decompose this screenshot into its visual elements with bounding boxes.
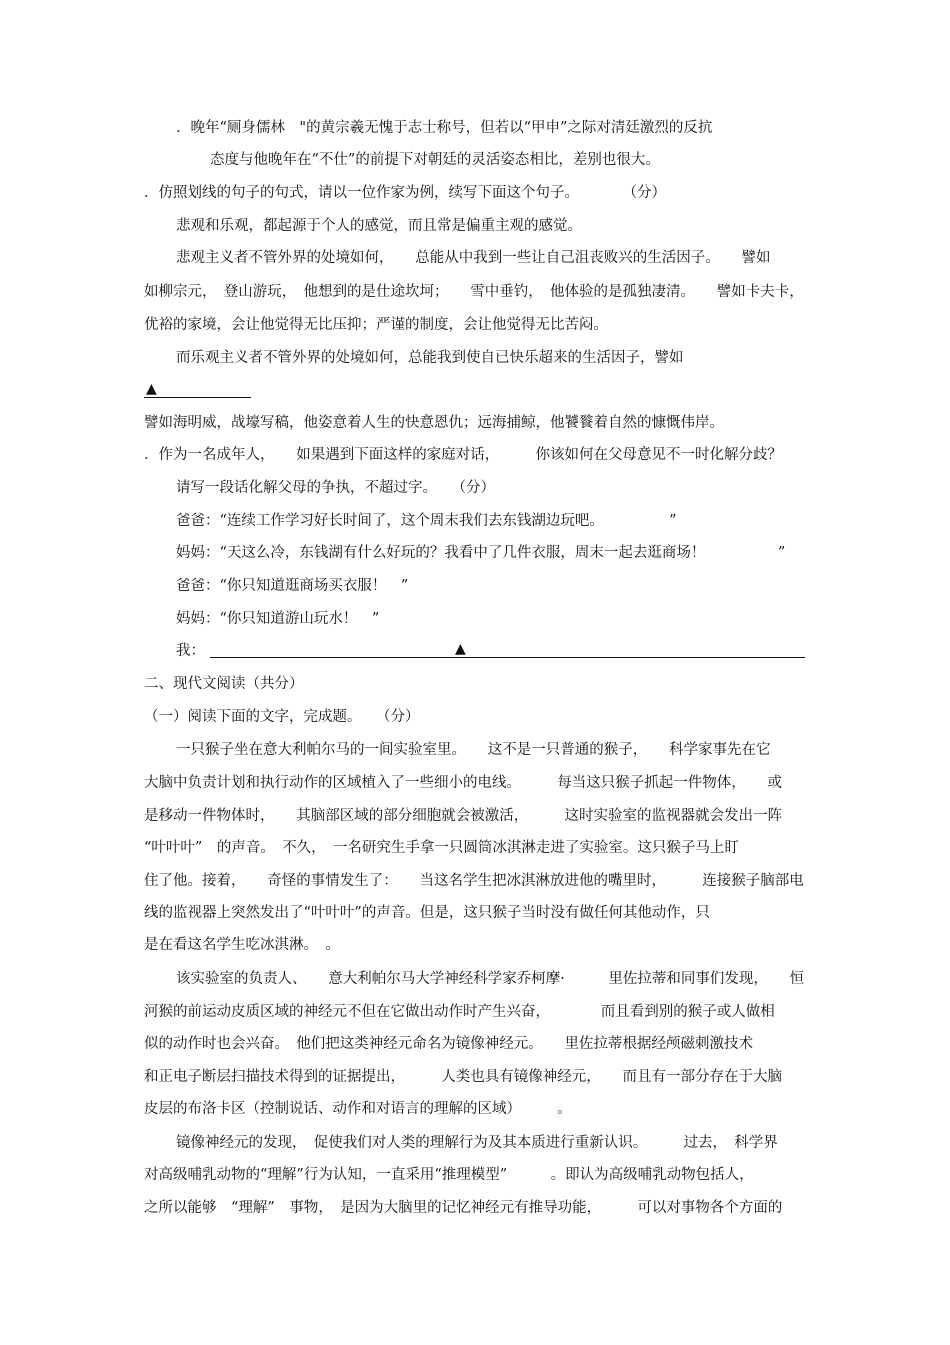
doc-line: 该实验室的负责人、 意大利帕尔马大学神经科学家乔柯摩· 里佐拉蒂和同事们发现， 恒 (176, 971, 805, 987)
doc-line: 和正电子断层扫描技术得到的证据提出， 人类也具有镜像神经元， 而且有一部分存在于大脑 (144, 1069, 782, 1085)
doc-line: 一只猴子坐在意大利帕尔马的一间实验室里。 这不是一只普通的猴子， 科学家事先在它 (176, 742, 771, 758)
blank-marker: ▲ (455, 641, 466, 657)
doc-line: ．晚年“厕身儒林 "的黄宗羲无愧于志士称号，但若以“甲申”之际对清廷激烈的反抗 (176, 120, 713, 136)
doc-line: 河猴的前运动皮质区域的神经元不但在它做出动作时产生兴奋， 而且看到别的猴子或人做相 (144, 1004, 775, 1020)
doc-line: ．作为一名成年人， 如果遇到下面这样的家庭对话， 你该如何在父母意见不一时化解分歧？ (144, 447, 782, 463)
doc-line: 譬如海明威，战壕写稿，他姿意着人生的快意恩仇；远海捕鲸，他饕餮着自然的慷慨伟岸。 (144, 415, 724, 431)
doc-line: 似的动作时也会兴奋。 他们把这类神经元命名为镜像神经元。 里佐拉蒂根据经颅磁刺激技术 (144, 1036, 753, 1052)
doc-line: 皮层的布洛卡区（控制说话、动作和对语言的理解的区域） 。 (144, 1101, 572, 1117)
answer-blank-line (144, 397, 251, 398)
doc-line: 爸爸：“连续工作学习好长时间了，这个周末我们去东钱湖边玩吧。 ” (176, 513, 677, 529)
doc-line: 请写一段话化解父母的争执，不超过字。 （分） (176, 480, 495, 496)
doc-line: 镜像神经元的发现， 促使我们对人类的理解行为及其本质进行重新认识。 过去， 科学界 (176, 1135, 778, 1151)
doc-line: 之所以能够 “理解” 事物， 是因为大脑里的记忆神经元有推导功能， 可以对事物各个方面的 (144, 1200, 783, 1216)
answer-blank-line (210, 657, 805, 658)
doc-line: ．仿照划线的句子的句式，请以一位作家为例，续写下面这个句子。 （分） (144, 185, 666, 201)
doc-line: 妈妈：“天这么冷，东钱湖有什么好玩的？我看中了几件衣服，周末一起去逛商场！ ” (176, 545, 786, 561)
doc-line: 是移动一件物体时， 其脑部区域的部分细胞就会被激活， 这时实验室的监视器就会发出一阵 (144, 808, 782, 824)
doc-line: 妈妈：“你只知道游山玩水！ ” (176, 611, 380, 627)
doc-line: 而乐观主义者不管外界的处境如何，总能我到使自已快乐超来的生活因子，譬如 (176, 350, 684, 366)
section-heading: 二、现代文阅读（共分） (144, 676, 304, 692)
doc-line: 悲观和乐观，都起源于个人的感觉，而且常是偏重主观的感觉。 (176, 218, 582, 234)
doc-line: 线的监视器上突然发出了“叶叶叶”的声音。但是，这只猴子当时没有做任何其他动作，只 (144, 905, 710, 921)
blank-marker: ▲ (146, 381, 157, 397)
doc-line: 悲观主义者不管外界的处境如何， 总能从中我到一些让自己沮丧败兴的生活因子。 譬如 (176, 250, 771, 266)
doc-line: 是在看这名学生吃冰淇淋。 。 (144, 937, 340, 953)
doc-line: 态度与他晚年在“不仕”的前提下对朝廷的灵活姿态相比，差别也很大。 (210, 152, 660, 168)
doc-line: 住了他。接着， 奇怪的事情发生了： 当这名学生把冰淇淋放进他的嘴里时， 连接猴子脑部电 (144, 873, 804, 889)
doc-line: 爸爸：“你只知道逛商场买衣服！ ” (176, 578, 409, 594)
doc-line: 如柳宗元， 登山游玩， 他想到的是仕途坎坷； 雪中垂钓， 他体验的是孤独凄清。 譬如卡夫卡， (144, 284, 804, 300)
doc-line: “叶叶叶” 的声音。 不久， 一名研究生手拿一只圆筒冰淇淋走进了实验室。这只猴子马上盯 (144, 840, 739, 856)
doc-line: 优裕的家境，会让他觉得无比压抑；严谨的制度，会让他觉得无比苦闷。 (144, 317, 608, 333)
subsection-heading: （一）阅读下面的文字，完成题。 （分） (144, 709, 420, 725)
doc-line: 我： (176, 643, 205, 659)
doc-line: 对高级哺乳动物的“理解”行为认知，一直采用“推理模型” 。即认为高级哺乳动物包括人， (144, 1167, 754, 1183)
doc-line: 大脑中负责计划和执行动作的区域植入了一些细小的电线。 每当这只猴子抓起一件物体， 或 (144, 775, 782, 791)
